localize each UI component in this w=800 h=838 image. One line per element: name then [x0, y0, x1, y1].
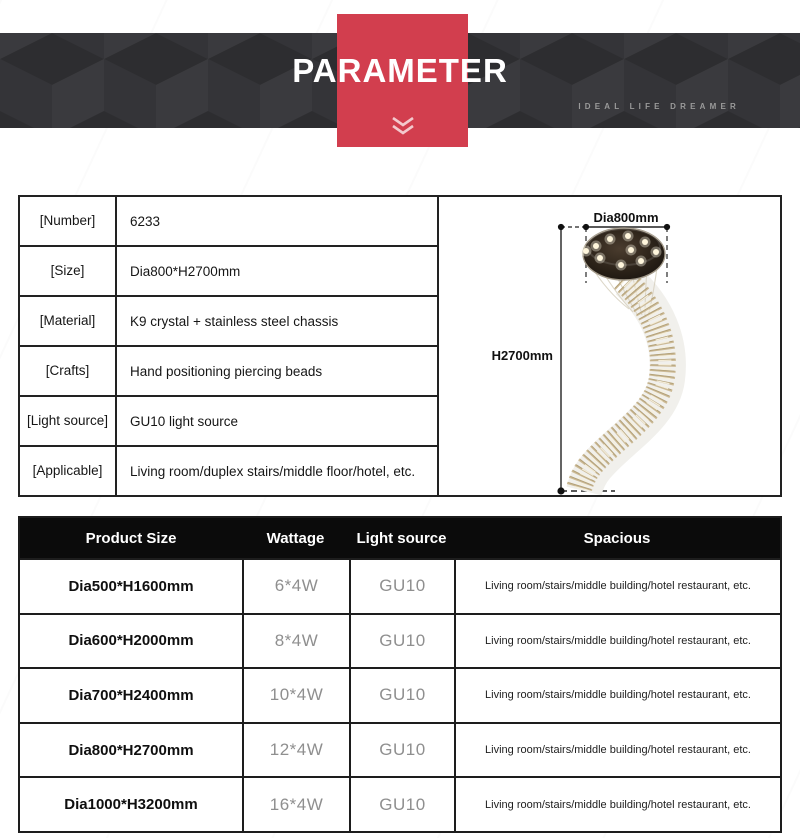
diameter-dimension-label: Dia800mm — [593, 210, 659, 225]
table-row — [20, 722, 780, 777]
product-size-cell: Dia600*H2000mm — [68, 632, 194, 650]
spec-label: [Light source] — [20, 397, 117, 445]
light-source-cell: GU10 — [349, 560, 454, 613]
column-header-spacious: Spacious — [583, 529, 651, 547]
spec-label: [Crafts] — [20, 347, 117, 395]
spec-value: K9 crystal + stainless steel chassis — [130, 313, 339, 329]
spec-label: [Material] — [20, 297, 117, 345]
spec-value: Living room/duplex stairs/middle floor/hotel, etc. — [130, 463, 416, 479]
spec-value: 6233 — [130, 213, 161, 229]
spec-panel — [18, 195, 782, 497]
table-row — [20, 667, 780, 722]
column-header-product-size: Product Size — [85, 529, 177, 547]
spec-row-light-source — [20, 397, 437, 447]
light-source-cell: GU10 — [349, 615, 454, 668]
table-row — [20, 776, 780, 831]
column-header-light-source: Light source — [356, 529, 447, 547]
spec-row-applicable — [20, 447, 437, 495]
spacious-cell: Living room/stairs/middle building/hotel restaurant, etc. — [454, 724, 780, 777]
column-header-wattage: Wattage — [266, 529, 325, 547]
double-chevron-down-icon — [390, 117, 416, 135]
table-row — [20, 613, 780, 668]
product-size-cell: Dia700*H2400mm — [68, 686, 194, 704]
spacious-cell: Living room/stairs/middle building/hotel restaurant, etc. — [454, 669, 780, 722]
brand-tagline: IDEAL LIFE DREAMER — [578, 102, 740, 111]
spec-row-number — [20, 197, 437, 247]
product-size-cell: Dia500*H1600mm — [68, 577, 194, 595]
wattage-cell: 6*4W — [242, 560, 349, 613]
spec-row-crafts — [20, 347, 437, 397]
spec-value: Hand positioning piercing beads — [130, 363, 323, 379]
product-size-cell: Dia800*H2700mm — [68, 741, 194, 759]
light-source-cell: GU10 — [349, 778, 454, 831]
spec-row-size — [20, 247, 437, 297]
light-source-cell: GU10 — [349, 669, 454, 722]
wattage-cell: 10*4W — [242, 669, 349, 722]
spec-value: Dia800*H2700mm — [130, 263, 241, 279]
light-source-cell: GU10 — [349, 724, 454, 777]
table-row — [20, 558, 780, 613]
spacious-cell: Living room/stairs/middle building/hotel restaurant, etc. — [454, 560, 780, 613]
chandelier-dimension-diagram — [439, 197, 780, 495]
size-table-header — [20, 518, 780, 558]
height-dimension-label: H2700mm — [491, 348, 553, 363]
spec-row-material — [20, 297, 437, 347]
spec-value: GU10 light source — [130, 413, 239, 429]
product-figure — [439, 197, 780, 495]
product-size-cell: Dia1000*H3200mm — [64, 796, 198, 814]
spacious-cell: Living room/stairs/middle building/hotel restaurant, etc. — [454, 615, 780, 668]
spec-label: [Applicable] — [20, 447, 117, 495]
spec-label: [Number] — [20, 197, 117, 245]
spec-label: [Size] — [20, 247, 117, 295]
size-table — [18, 516, 782, 833]
spec-table — [20, 197, 439, 495]
wattage-cell: 8*4W — [242, 615, 349, 668]
wattage-cell: 12*4W — [242, 724, 349, 777]
spacious-cell: Living room/stairs/middle building/hotel restaurant, etc. — [454, 778, 780, 831]
wattage-cell: 16*4W — [242, 778, 349, 831]
page-title: PARAMETER — [292, 52, 508, 89]
